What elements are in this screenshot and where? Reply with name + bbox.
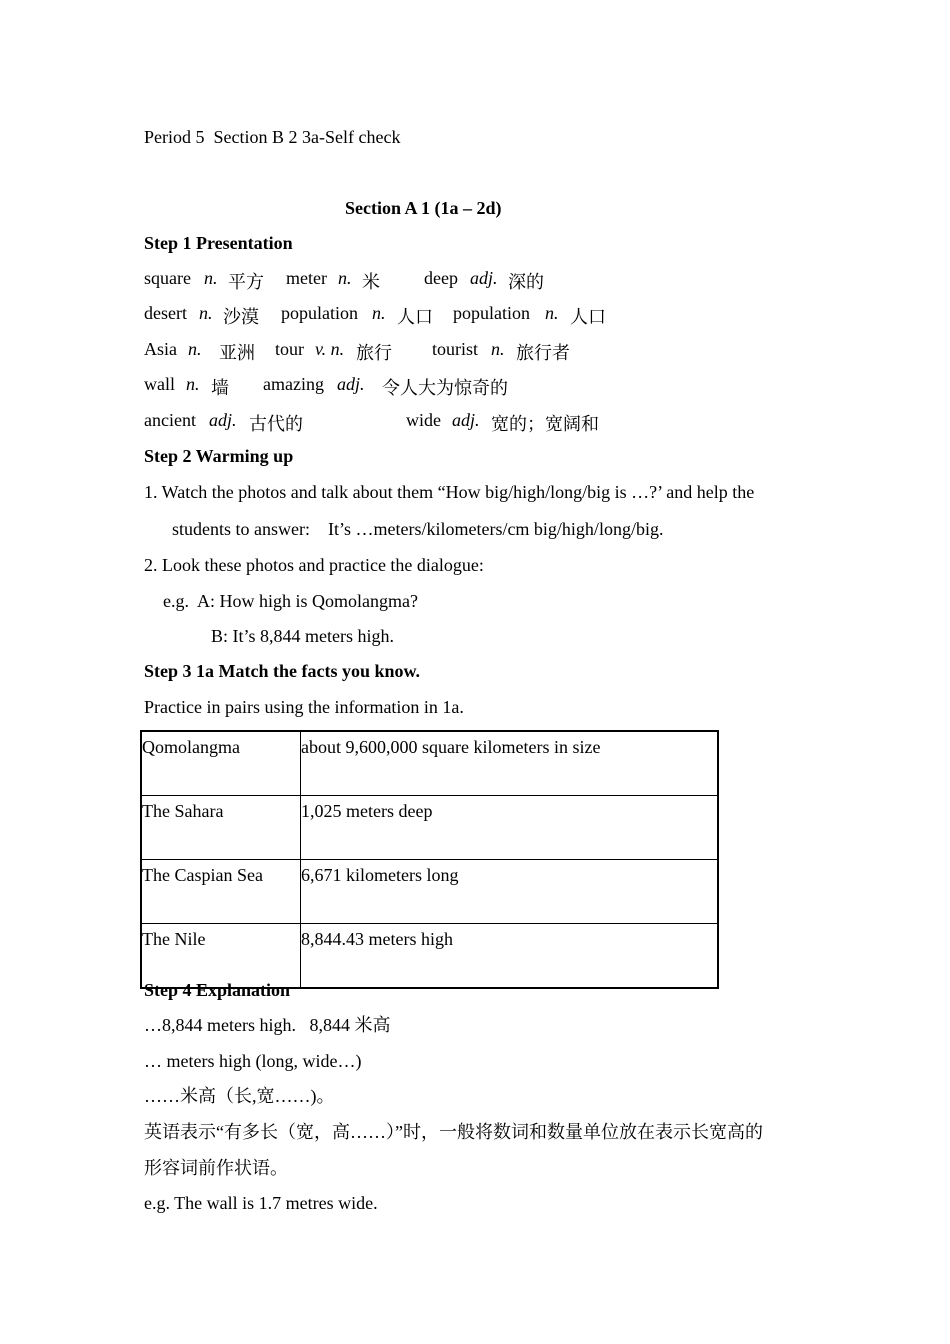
vocab-meaning: 墙	[211, 378, 229, 398]
vocab-pos: n.	[204, 268, 218, 288]
vocab-word: amazing	[263, 374, 324, 394]
place-cell: The Nile	[141, 924, 301, 989]
place-cell: The Caspian Sea	[141, 860, 301, 924]
vocab-meaning: 平方	[228, 272, 264, 292]
step4-title: Step 4 Explanation	[144, 980, 291, 1000]
fact-cell: 1,025 meters deep	[301, 796, 719, 860]
example-a: e.g. A: How high is Qomolangma?	[163, 591, 418, 611]
step2-item1-line1: 1. Watch the photos and talk about them “How big/high/long/big is …?’ and help the	[144, 482, 755, 502]
vocab-pos: n.	[545, 303, 559, 323]
vocab-meaning: 米	[362, 272, 380, 292]
step4-line4: 英语表示“有多长（宽，高……）”时，一般将数词和数量单位放在表示长宽高的	[144, 1122, 763, 1142]
vocab-word: deep	[424, 268, 458, 288]
vocab-pos: n.	[199, 303, 213, 323]
step2-title: Step 2 Warming up	[144, 446, 294, 466]
vocab-pos: n.	[338, 268, 352, 288]
section-title: Section A 1 (1a – 2d)	[345, 198, 502, 218]
vocab-meaning: 亚洲	[219, 343, 255, 363]
fact-cell: 6,671 kilometers long	[301, 860, 719, 924]
vocab-meaning: 宽的；宽阔和	[491, 414, 599, 434]
step4-line5: 形容词前作状语。	[144, 1158, 288, 1178]
step4-line2: … meters high (long, wide…)	[144, 1051, 362, 1071]
place-cell: The Sahara	[141, 796, 301, 860]
vocab-pos: n.	[372, 303, 386, 323]
example-b: B: It’s 8,844 meters high.	[211, 626, 394, 646]
vocab-pos: adj.	[452, 410, 480, 430]
vocab-word: population	[281, 303, 358, 323]
step3-instruction: Practice in pairs using the information in 1a.	[144, 697, 464, 717]
vocab-pos: adj.	[337, 374, 365, 394]
table-row	[141, 731, 718, 796]
vocab-word: wall	[144, 374, 175, 394]
vocab-meaning: 旅行者	[516, 343, 570, 363]
fact-cell: 8,844.43 meters high	[301, 924, 719, 989]
vocab-meaning: 旅行	[356, 343, 392, 363]
table-row	[141, 796, 718, 860]
step4-line3: ……米高（长,宽……)。	[144, 1086, 335, 1106]
place-cell: Qomolangma	[141, 731, 301, 796]
step2-item1-line2: students to answer: It’s …meters/kilometers/cm big/high/long/big.	[172, 519, 664, 539]
vocab-meaning: 令人大为惊奇的	[382, 378, 508, 398]
vocab-word: desert	[144, 303, 187, 323]
vocab-word: ancient	[144, 410, 196, 430]
vocab-word: meter	[286, 268, 327, 288]
vocab-word: tour	[275, 339, 304, 359]
vocab-meaning: 人口	[397, 307, 433, 327]
vocab-pos: n.	[188, 339, 202, 359]
vocab-pos: adj.	[470, 268, 498, 288]
vocab-meaning: 古代的	[249, 414, 303, 434]
vocab-pos: n.	[491, 339, 505, 359]
vocab-word: tourist	[432, 339, 479, 359]
vocab-pos: v. n.	[315, 339, 345, 359]
vocab-pos: adj.	[209, 410, 237, 430]
step3-title: Step 3 1a Match the facts you know.	[144, 661, 421, 681]
header-line: Period 5 Section B 2 3a-Self check	[144, 127, 401, 147]
vocab-meaning: 人口	[570, 307, 606, 327]
facts-table	[140, 730, 719, 989]
vocab-word: wide	[406, 410, 441, 430]
vocab-meaning: 深的	[508, 272, 544, 292]
vocab-word: Asia	[144, 339, 177, 359]
step4-line6: e.g. The wall is 1.7 metres wide.	[144, 1193, 378, 1213]
vocab-pos: n.	[186, 374, 200, 394]
table-row	[141, 860, 718, 924]
step1-title: Step 1 Presentation	[144, 233, 293, 253]
vocab-word: square	[144, 268, 191, 288]
fact-cell: about 9,600,000 square kilometers in size	[301, 731, 719, 796]
step2-item2: 2. Look these photos and practice the dialogue:	[144, 555, 484, 575]
vocab-word: population	[453, 303, 530, 323]
vocab-meaning: 沙漠	[223, 307, 259, 327]
step4-line1: …8,844 meters high. 8,844 米高	[144, 1015, 391, 1035]
